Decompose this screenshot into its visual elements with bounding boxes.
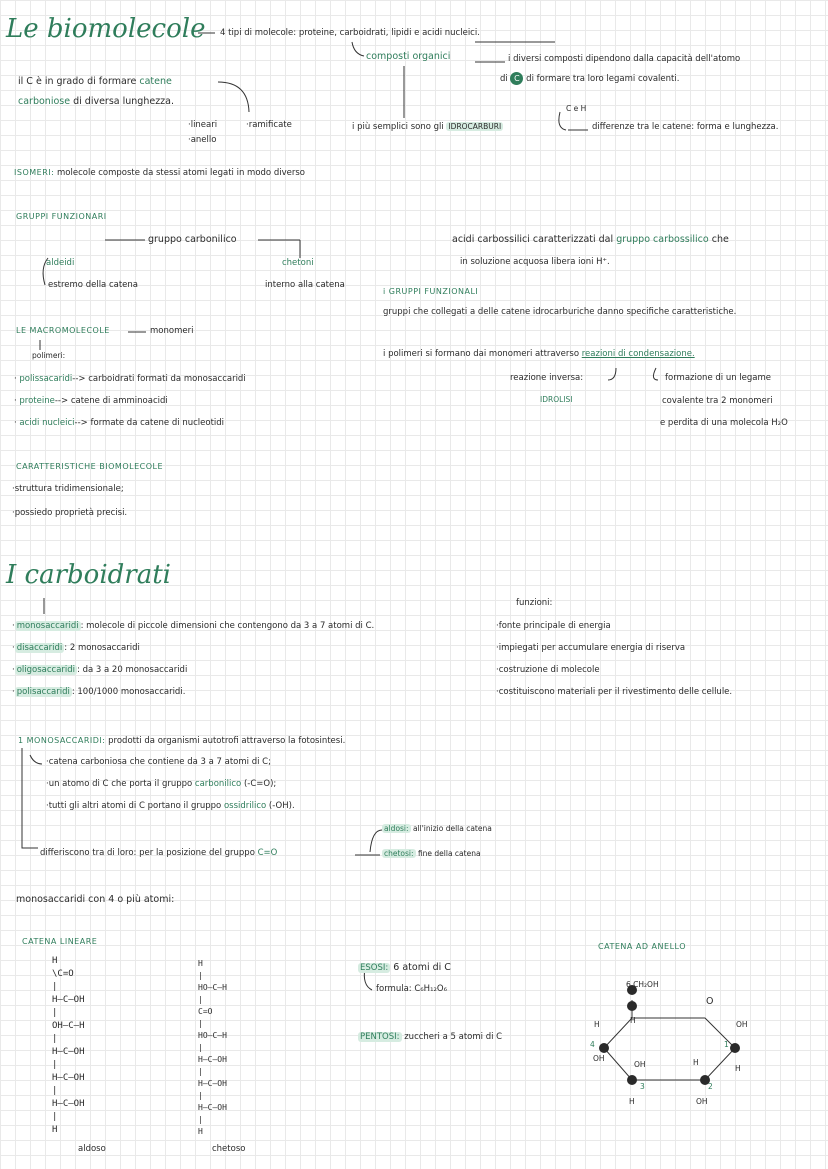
formazione-line2: covalente tra 2 monomeri (662, 396, 773, 406)
diversi-text: i diversi composti dipendono dalla capacità dell'atomo (508, 54, 741, 64)
ring-num-2: 2 (708, 1082, 713, 1091)
carb-type: · polisaccaridi : 100/1000 monosaccaridi. (12, 687, 186, 697)
mono-item: ·tutti gli altri atomi di C portano il gruppo ossidrilico (-OH). (46, 801, 295, 811)
caratteristiche-item: ·struttura tridimensionale; (12, 484, 124, 494)
composti-label: composti organici (366, 51, 451, 62)
anello-heading: CATENA AD ANELLO (598, 942, 686, 951)
pentosi-text: PENTOSI: zuccheri a 5 atomi di C (360, 1032, 503, 1042)
caratteristiche-heading: CARATTERISTICHE BIOMOLECOLE (16, 462, 164, 471)
c-line1: il C è in grado di formare catene (18, 76, 172, 87)
lineare-heading: CATENA LINEARE (22, 937, 98, 946)
carbonilico-label: gruppo carbonilico (148, 234, 237, 245)
polimeri-label: polimeri: (32, 351, 66, 360)
chetosi-text: chetosi: fine della catena (384, 849, 481, 858)
ring-oh-mid: OH (634, 1060, 646, 1069)
differenze-text: differenze tra le catene: forma e lunghezza. (592, 122, 779, 132)
ring-num-3: 3 (640, 1082, 645, 1091)
macro-item: · acidi nucleici--> formate da catene di nucleotidi (14, 418, 225, 428)
acidi-line2: in soluzione acquosa libera ioni H⁺. (460, 257, 610, 267)
diversi-line2: di C di formare tra loro legami covalenti. (500, 74, 680, 84)
ring-oh-right: OH (736, 1020, 748, 1029)
ramificate-label: ·ramificate (246, 120, 292, 130)
funzione-item: ·costruzione di molecole (496, 665, 600, 675)
mono-item: ·un atomo di C che porta il gruppo carbonilico (-C=O); (46, 779, 277, 789)
types-text: 4 tipi di molecole: proteine, carboidrati, lipidi e acidi nucleici. (220, 28, 480, 38)
monomeri-label: monomeri (150, 326, 194, 336)
page-title: Le biomolecole (6, 14, 206, 44)
carb-type: · disaccaridi : 2 monosaccaridi (12, 643, 140, 653)
macro-item: · proteine--> catene di amminoacidi (14, 396, 168, 406)
ring-h-bottom: H (629, 1097, 635, 1106)
mono-heading: 1 MONOSACCARIDI: prodotti da organismi autotrofi attraverso la fotosintesi. (18, 736, 346, 746)
ring-h-right: H (735, 1064, 741, 1073)
semplici-text: i più semplici sono gli IDROCARBURI (352, 122, 502, 132)
gf-heading: i GRUPPI FUNZIONALI (383, 287, 479, 296)
anello-label: ·anello (188, 135, 217, 145)
polimeri-form: i polimeri si formano dai monomeri attraverso reazioni di condensazione. (383, 349, 695, 359)
ring-h-top: H (630, 1016, 636, 1025)
acidi-line1: acidi carbossilici caratterizzati dal gruppo carbossilico che (452, 234, 729, 245)
formazione-line3: e perdita di una molecola H₂O (660, 418, 788, 428)
funzione-item: ·costituiscono materiali per il rivestimento delle cellule. (496, 687, 733, 697)
ring-oh-bottom: OH (696, 1097, 708, 1106)
gf-desc: gruppi che collegati a delle catene idrocarburiche danno specifiche caratteristiche. (383, 307, 737, 317)
ring-h-mid: H (693, 1058, 699, 1067)
gruppi-heading: GRUPPI FUNZIONARI (16, 212, 107, 221)
aldoso-label: aldoso (78, 1144, 106, 1154)
formula-text: formula: C₆H₁₂O₆ (376, 984, 447, 994)
aldoso-structure: H \C=O | H—C—OH | OH—C—H | H—C—OH | H—C—OH | H—C—OH | H (52, 956, 85, 1135)
caratteristiche-item: ·possiedo proprietà precisi. (12, 508, 128, 518)
ceh-label: C e H (566, 104, 587, 113)
formazione-line1: formazione di un legame (665, 373, 772, 383)
chetoni-label: chetoni (282, 258, 314, 268)
ring-ch2oh: 6 CH₂OH (626, 980, 659, 989)
chetoni-desc: interno alla catena (265, 280, 345, 290)
aldeidi-label: aldeidi (46, 258, 75, 268)
ring-oh-left: OH (593, 1054, 605, 1063)
aldosi-text: aldosi: all'inizio della catena (384, 824, 492, 833)
c-badge: C (510, 72, 523, 85)
ring-h-left: H (594, 1020, 600, 1029)
mono-item: ·catena carboniosa che contiene da 3 a 7 atomi di C; (46, 757, 271, 767)
c-line2: carboniose di diversa lunghezza. (18, 96, 175, 107)
isomeri-text: ISOMERI: molecole composte da stessi atomi legati in modo diverso (14, 168, 305, 178)
aldeidi-desc: estremo della catena (48, 280, 139, 290)
macro-item: · polissacaridi--> carboidrati formati da monosaccaridi (14, 374, 246, 384)
quattro-text: monosaccaridi con 4 o più atomi: (16, 894, 175, 905)
ring-num-1: 1 (724, 1040, 729, 1049)
inversa-label: reazione inversa: (510, 373, 584, 383)
carb-type: · oligosaccaridi : da 3 a 20 monosaccaridi (12, 665, 188, 675)
funzione-item: ·impiegati per accumulare energia di riserva (496, 643, 686, 653)
chetoso-label: chetoso (212, 1144, 246, 1154)
ring-o: O (706, 996, 714, 1007)
idrolisi-label: IDROLISI (540, 395, 573, 404)
funzioni-heading: funzioni: (516, 598, 553, 608)
esosi-text: ESOSI: 6 atomi di C (360, 962, 451, 973)
lineari-label: ·lineari (188, 120, 218, 130)
carboidrati-title: I carboidrati (6, 560, 171, 590)
differiscono-text: differiscono tra di loro: per la posizione del gruppo C=O (40, 848, 278, 858)
macro-heading: LE MACROMOLECOLE (16, 326, 110, 335)
carb-type: · monosaccaridi : molecole di piccole dimensioni che contengono da 3 a 7 atomi di C. (12, 621, 375, 631)
funzione-item: ·fonte principale di energia (496, 621, 611, 631)
ring-num-4: 4 (590, 1040, 595, 1049)
chetoso-structure: H | HO—C—H | C=O | HO—C—H | H—C—OH | H—C—OH | H—C—OH | H (198, 959, 227, 1136)
